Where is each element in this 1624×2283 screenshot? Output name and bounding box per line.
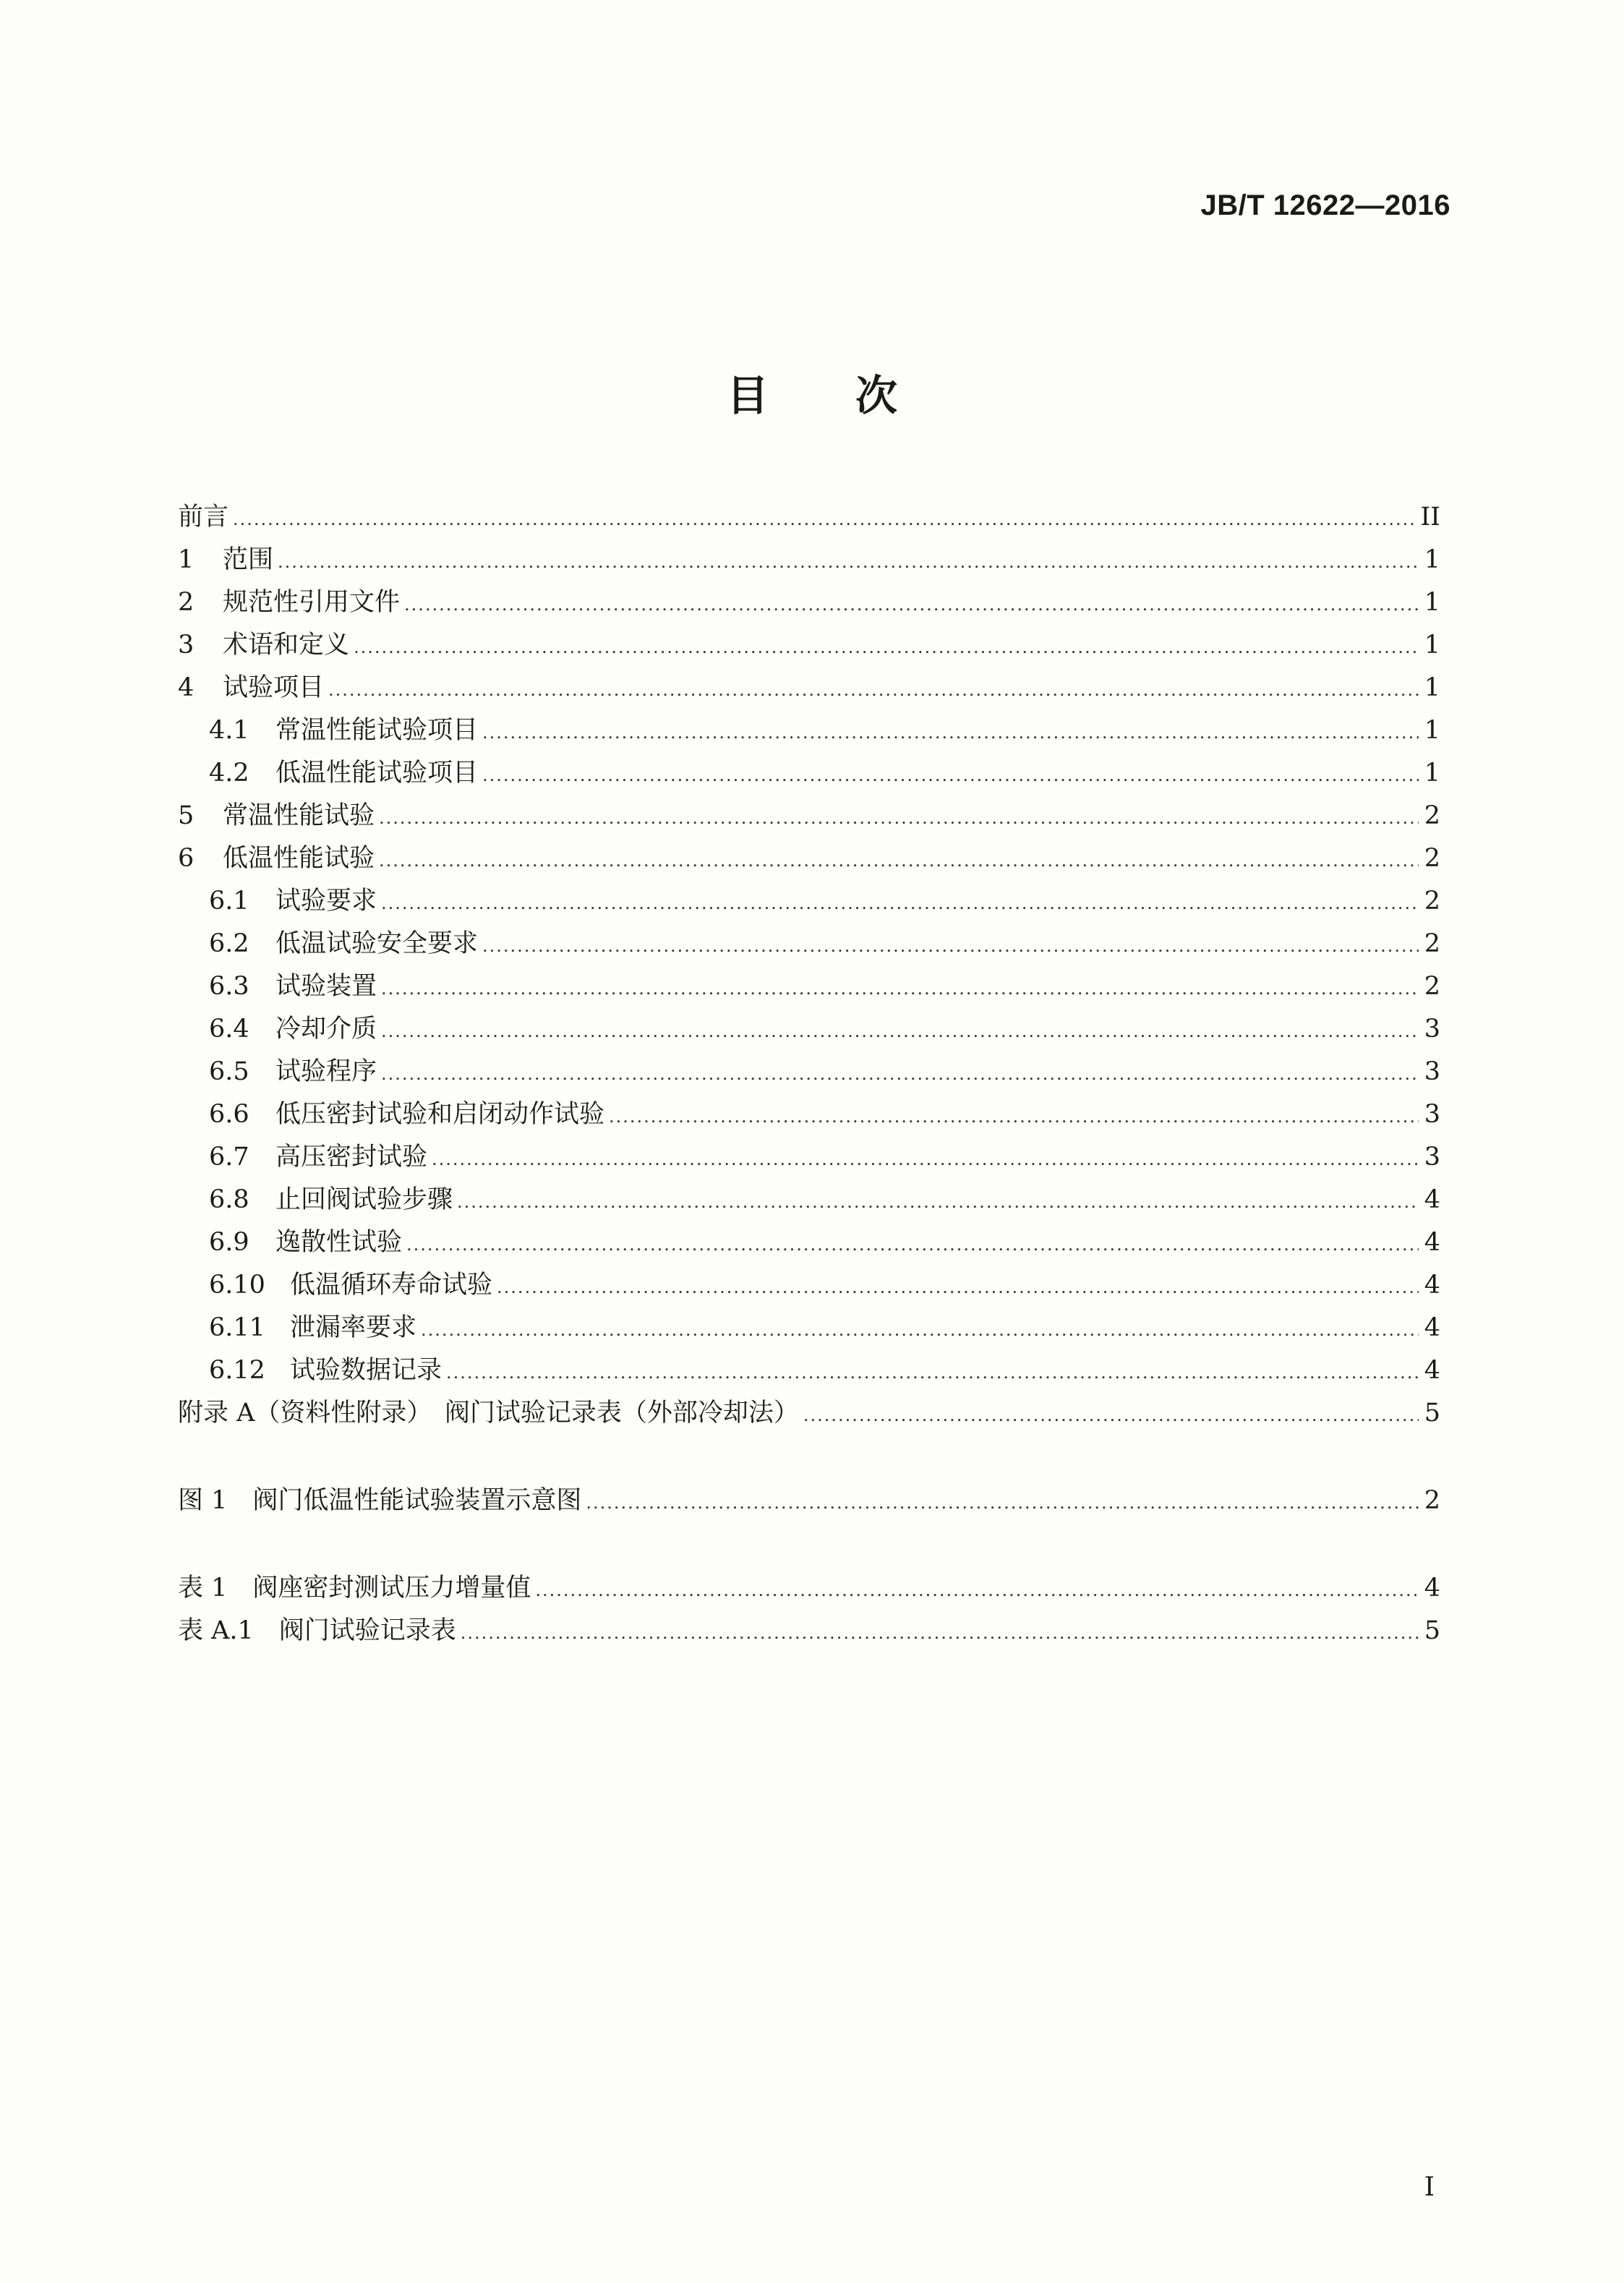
toc-entry[interactable] [178, 1392, 1440, 1435]
toc-entry-label: 附录 A（资料性附录） 阀门试验记录表（外部冷却法） [178, 1399, 799, 1428]
toc-entry-page: 1 [1424, 673, 1440, 702]
toc-entry-page: 2 [1424, 1486, 1440, 1515]
toc-entry-number: 6 [178, 844, 195, 873]
dot-leader [381, 1053, 1419, 1096]
toc-entry-page: 1 [1424, 588, 1440, 617]
toc-entry-page: 4 [1424, 1313, 1440, 1342]
toc-entry-number: 4.2 [209, 759, 249, 788]
toc-entry-number: 4.1 [209, 716, 249, 745]
dot-leader [381, 1010, 1419, 1053]
toc-entry-number: 1 [178, 545, 195, 574]
toc-entry[interactable] [178, 581, 1440, 624]
toc-entry-number: 6.3 [209, 972, 249, 1001]
toc-entry-page: 2 [1424, 929, 1440, 958]
toc-entry[interactable] [178, 923, 1440, 965]
toc-entry-number: 6.4 [209, 1015, 249, 1044]
toc-entry-number: 6.9 [209, 1228, 249, 1257]
toc-entry-label: 前言 [178, 503, 229, 532]
toc-entry-number: 6.1 [209, 887, 249, 916]
toc-entry[interactable] [178, 1136, 1440, 1179]
toc-entry-page: 2 [1424, 844, 1440, 873]
toc-entry-label: 试验装置 [275, 972, 377, 1001]
dot-leader [497, 1266, 1419, 1309]
toc-entry-label: 术语和定义 [223, 631, 350, 660]
toc-entry-label: 常温性能试验 [223, 801, 375, 830]
dot-leader [457, 1181, 1419, 1224]
toc-entry-label: 图 1 阀门低温性能试验装置示意图 [178, 1486, 582, 1515]
toc-entry[interactable] [178, 1221, 1440, 1264]
toc-entry[interactable] [178, 709, 1440, 752]
toc-entry-label: 高压密封试验 [275, 1143, 428, 1172]
dot-leader [278, 541, 1419, 584]
toc-entry-label: 逸散性试验 [275, 1228, 403, 1257]
toc-entry[interactable] [178, 837, 1440, 880]
toc-entry[interactable] [178, 965, 1440, 1008]
dot-leader [379, 840, 1419, 882]
toc-entry-page: 2 [1424, 972, 1440, 1001]
dot-leader [609, 1096, 1419, 1138]
toc-entry-label: 规范性引用文件 [223, 588, 401, 617]
dot-leader [461, 1612, 1419, 1655]
dot-leader [421, 1309, 1419, 1352]
toc-entry-page: 3 [1424, 1143, 1440, 1172]
toc-table-list [178, 1567, 1440, 1652]
dot-leader [482, 925, 1419, 968]
dot-leader [381, 882, 1419, 925]
standard-code: JB/T 12622—2016 [1200, 189, 1450, 221]
toc-entry-label: 表 1 阀座密封测试压力增量值 [178, 1574, 531, 1603]
toc-entry-label: 常温性能试验项目 [275, 716, 479, 745]
toc-entry[interactable] [178, 624, 1440, 667]
dot-leader [354, 626, 1419, 669]
toc-entry[interactable] [178, 1093, 1440, 1136]
dot-leader [535, 1569, 1419, 1612]
toc-entry-number: 6.10 [209, 1271, 265, 1300]
toc-entry-label: 试验数据记录 [290, 1356, 443, 1385]
toc-entry-page: II [1420, 503, 1440, 532]
toc-entry-page: 4 [1424, 1271, 1440, 1300]
toc-entry-number: 6.2 [209, 929, 249, 958]
toc-entry[interactable] [178, 1480, 1440, 1522]
toc-entry-number: 6.7 [209, 1143, 249, 1172]
toc-entry-label: 范围 [223, 545, 274, 574]
toc-entry-label: 试验程序 [275, 1057, 377, 1086]
toc-entry-label: 低温性能试验项目 [275, 759, 479, 788]
toc-entry[interactable] [178, 1567, 1440, 1610]
toc-entry-number: 4 [178, 673, 195, 702]
toc-entry-label: 止回阀试验步骤 [275, 1185, 453, 1214]
toc-entry-page: 1 [1424, 631, 1440, 660]
toc-entry-number: 3 [178, 631, 195, 660]
dot-leader [586, 1482, 1419, 1524]
toc-entry-label: 低温性能试验 [223, 844, 375, 873]
toc-entry-label: 冷却介质 [275, 1015, 377, 1044]
toc-entry-number: 6.5 [209, 1057, 249, 1086]
toc-entry-page: 4 [1424, 1228, 1440, 1257]
toc-entry[interactable] [178, 795, 1440, 837]
toc-gap [178, 1522, 1440, 1567]
toc-entry-page: 3 [1424, 1015, 1440, 1044]
toc-entry-number: 2 [178, 588, 195, 617]
toc-entry[interactable] [178, 1610, 1440, 1652]
toc-entry[interactable] [178, 1179, 1440, 1221]
dot-leader [482, 754, 1419, 797]
toc-entry-label: 低压密封试验和启闭动作试验 [275, 1100, 605, 1129]
toc-gap [178, 1435, 1440, 1480]
toc-entry[interactable] [178, 1264, 1440, 1307]
toc-entry-page: 5 [1424, 1399, 1440, 1428]
page-title: 目次 [726, 371, 984, 420]
dot-leader [233, 498, 1416, 541]
dot-leader [379, 797, 1419, 840]
dot-leader [406, 1224, 1419, 1266]
page-number: I [1424, 2172, 1435, 2202]
toc-entry[interactable] [178, 1349, 1440, 1392]
toc-entry-page: 2 [1424, 887, 1440, 916]
toc-entry[interactable] [178, 667, 1440, 709]
dot-leader [432, 1138, 1419, 1181]
toc-entry-number: 5 [178, 801, 195, 830]
toc-entry-label: 试验项目 [223, 673, 325, 702]
toc-section-list [178, 496, 1440, 1435]
toc-entry[interactable] [178, 539, 1440, 581]
toc-entry-label: 泄漏率要求 [290, 1313, 417, 1342]
dot-leader [381, 968, 1419, 1010]
toc-entry[interactable] [178, 880, 1440, 923]
toc-entry-label: 表 A.1 阀门试验记录表 [178, 1616, 456, 1645]
dot-leader [404, 584, 1419, 626]
toc-entry-number: 6.6 [209, 1100, 249, 1129]
toc-entry-page: 3 [1424, 1057, 1440, 1086]
toc-entry[interactable] [178, 1051, 1440, 1093]
toc-entry-page: 4 [1424, 1185, 1440, 1214]
toc-figure-list [178, 1480, 1440, 1522]
toc-entry[interactable] [178, 1307, 1440, 1349]
toc-entry-page: 1 [1424, 716, 1440, 745]
toc-entry-number: 6.8 [209, 1185, 249, 1214]
toc-entry-page: 1 [1424, 545, 1440, 574]
toc-entry-number: 6.11 [209, 1313, 265, 1342]
dot-leader [482, 712, 1419, 754]
toc-entry-label: 试验要求 [275, 887, 377, 916]
dot-leader [803, 1394, 1419, 1437]
toc-entry-page: 5 [1424, 1616, 1440, 1645]
toc-entry-page: 2 [1424, 801, 1440, 830]
toc-entry-page: 1 [1424, 759, 1440, 788]
toc-entry[interactable] [178, 496, 1440, 539]
table-of-contents [178, 496, 1440, 1652]
toc-entry-page: 4 [1424, 1574, 1440, 1603]
toc-entry-page: 3 [1424, 1100, 1440, 1129]
toc-entry-label: 低温循环寿命试验 [290, 1271, 493, 1300]
toc-entry[interactable] [178, 752, 1440, 795]
toc-entry-number: 6.12 [209, 1356, 265, 1385]
toc-entry-page: 4 [1424, 1356, 1440, 1385]
toc-entry-label: 低温试验安全要求 [275, 929, 479, 958]
toc-entry[interactable] [178, 1008, 1440, 1051]
dot-leader [446, 1352, 1419, 1394]
dot-leader [328, 669, 1419, 712]
